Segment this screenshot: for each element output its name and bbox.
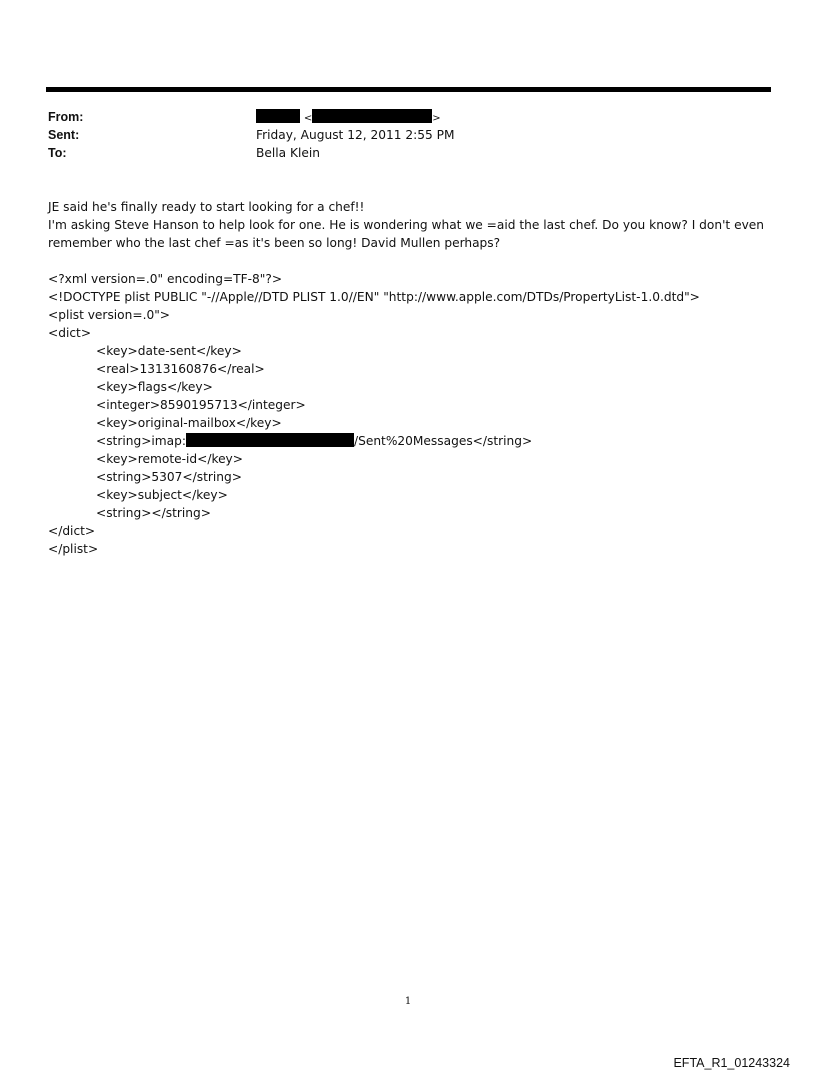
plist-line: </dict> — [48, 524, 96, 538]
plist-line: <key>remote-id</key> — [96, 452, 243, 466]
plist-line: <plist version=.0"> — [48, 308, 171, 322]
from-gt: > — [432, 113, 441, 124]
to-row — [48, 144, 748, 162]
plist-line: <dict> — [48, 326, 92, 340]
plist-mailbox-line — [48, 432, 763, 450]
from-lt: < — [303, 113, 313, 124]
from-label: From: — [48, 110, 84, 124]
plist-line: <key>date-sent</key> — [96, 344, 242, 358]
page-number: 1 — [404, 996, 412, 1007]
mailbox-prefix: <string>imap: — [96, 434, 186, 448]
header-divider — [46, 87, 771, 92]
email-body — [48, 198, 763, 558]
email-header — [48, 108, 748, 162]
to-label: To: — [48, 146, 67, 160]
to-value: Bella Klein — [256, 146, 320, 160]
plist-line: <string>5307</string> — [96, 470, 242, 484]
plist-line: <integer>8590195713</integer> — [96, 398, 306, 412]
sent-value: Friday, August 12, 2011 2:55 PM — [256, 128, 455, 142]
from-row — [48, 108, 748, 126]
plist-line: <?xml version=.0" encoding=TF-8"?> — [48, 272, 283, 286]
redaction-block — [312, 109, 432, 123]
plist-line: <real>1313160876</real> — [96, 362, 265, 376]
spacer — [48, 252, 763, 270]
redaction-block — [256, 109, 300, 123]
from-value — [256, 108, 748, 126]
bates-stamp: EFTA_R1_01243324 — [673, 1056, 790, 1070]
plist-line: <string></string> — [96, 506, 211, 520]
plist-line: </plist> — [48, 542, 99, 556]
sent-label: Sent: — [48, 128, 80, 142]
mailbox-suffix: /Sent%20Messages</string> — [353, 434, 533, 448]
plist-line: <!DOCTYPE plist PUBLIC "-//Apple//DTD PLIST 1.0//EN" "http://www.apple.com/DTDs/PropertyList-1.0.dtd"> — [48, 290, 700, 304]
redaction-block — [186, 433, 354, 447]
plist-line: <key>flags</key> — [96, 380, 213, 394]
plist-line: <key>original-mailbox</key> — [96, 416, 282, 430]
message-line: JE said he's finally ready to start looking for a chef!! — [48, 200, 365, 214]
plist-line: <key>subject</key> — [96, 488, 228, 502]
message-line: remember who the last chef =as it's been so long! David Mullen perhaps? — [48, 236, 501, 250]
sent-row — [48, 126, 748, 144]
message-line: I'm asking Steve Hanson to help look for one. He is wondering what we =aid the last chef. Do you know? I don't even — [48, 218, 765, 232]
